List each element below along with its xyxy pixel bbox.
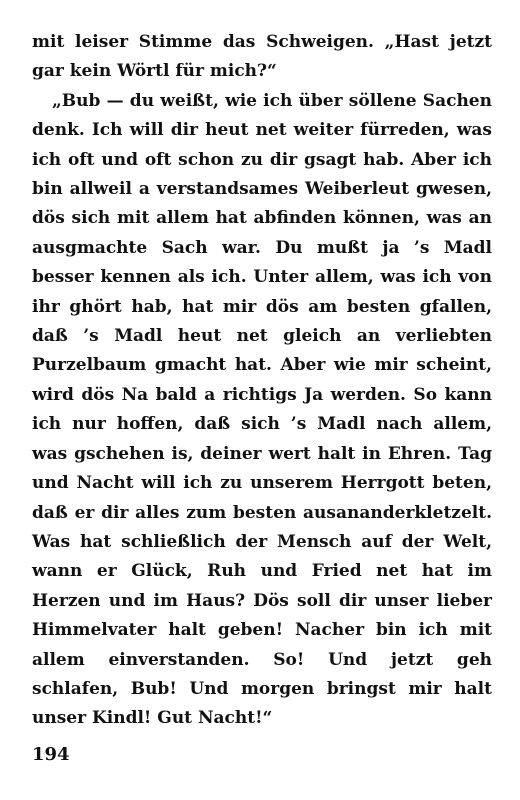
page-number: 194	[32, 744, 70, 765]
paragraph-dialogue: „Bub — du weißt, wie ich über söllene Sachen denk. Ich will dir heut net weiter fürreden, was ich oft und oft schon zu dir gsagt hab. Aber ich bin allweil a verstandsames Weiberleut gwesen, dös sich mit allem hat abfinden können, was an ausgmachte Sach war. Du mußt ja ’s Madl besser kennen als ich. Unter allem, was ich von ihr ghört hab, hat mir dös am besten gfallen, daß ’s Madl heut net gleich an verliebten Purzelbaum gmacht hat. Aber wie mir scheint, wird dös Na bald a richtigs Ja werden. So kann ich nur hoffen, daß sich ’s Madl nach allem, was gschehen is, deiner wert halt in Ehren. Tag und Nacht will ich zu unserem Herrgott beten, daß er dir alles zum besten ausananderkletzelt. Was hat schließlich der Mensch auf der Welt, wann er Glück, Ruh und Fried net hat im Herzen und im Haus? Dös soll dir unser lieber Himmelvater halt geben! Nacher bin ich mit allem einverstanden. So! Und jetzt geh schlafen, Bub! Und morgen bringst mir halt unser Kindl! Gut Nacht!“	[32, 90, 492, 729]
body-text	[32, 28, 492, 734]
paragraph-continuation: mit leiser Stimme das Schweigen. „Hast jetzt gar kein Wörtl für mich?“	[32, 32, 492, 82]
